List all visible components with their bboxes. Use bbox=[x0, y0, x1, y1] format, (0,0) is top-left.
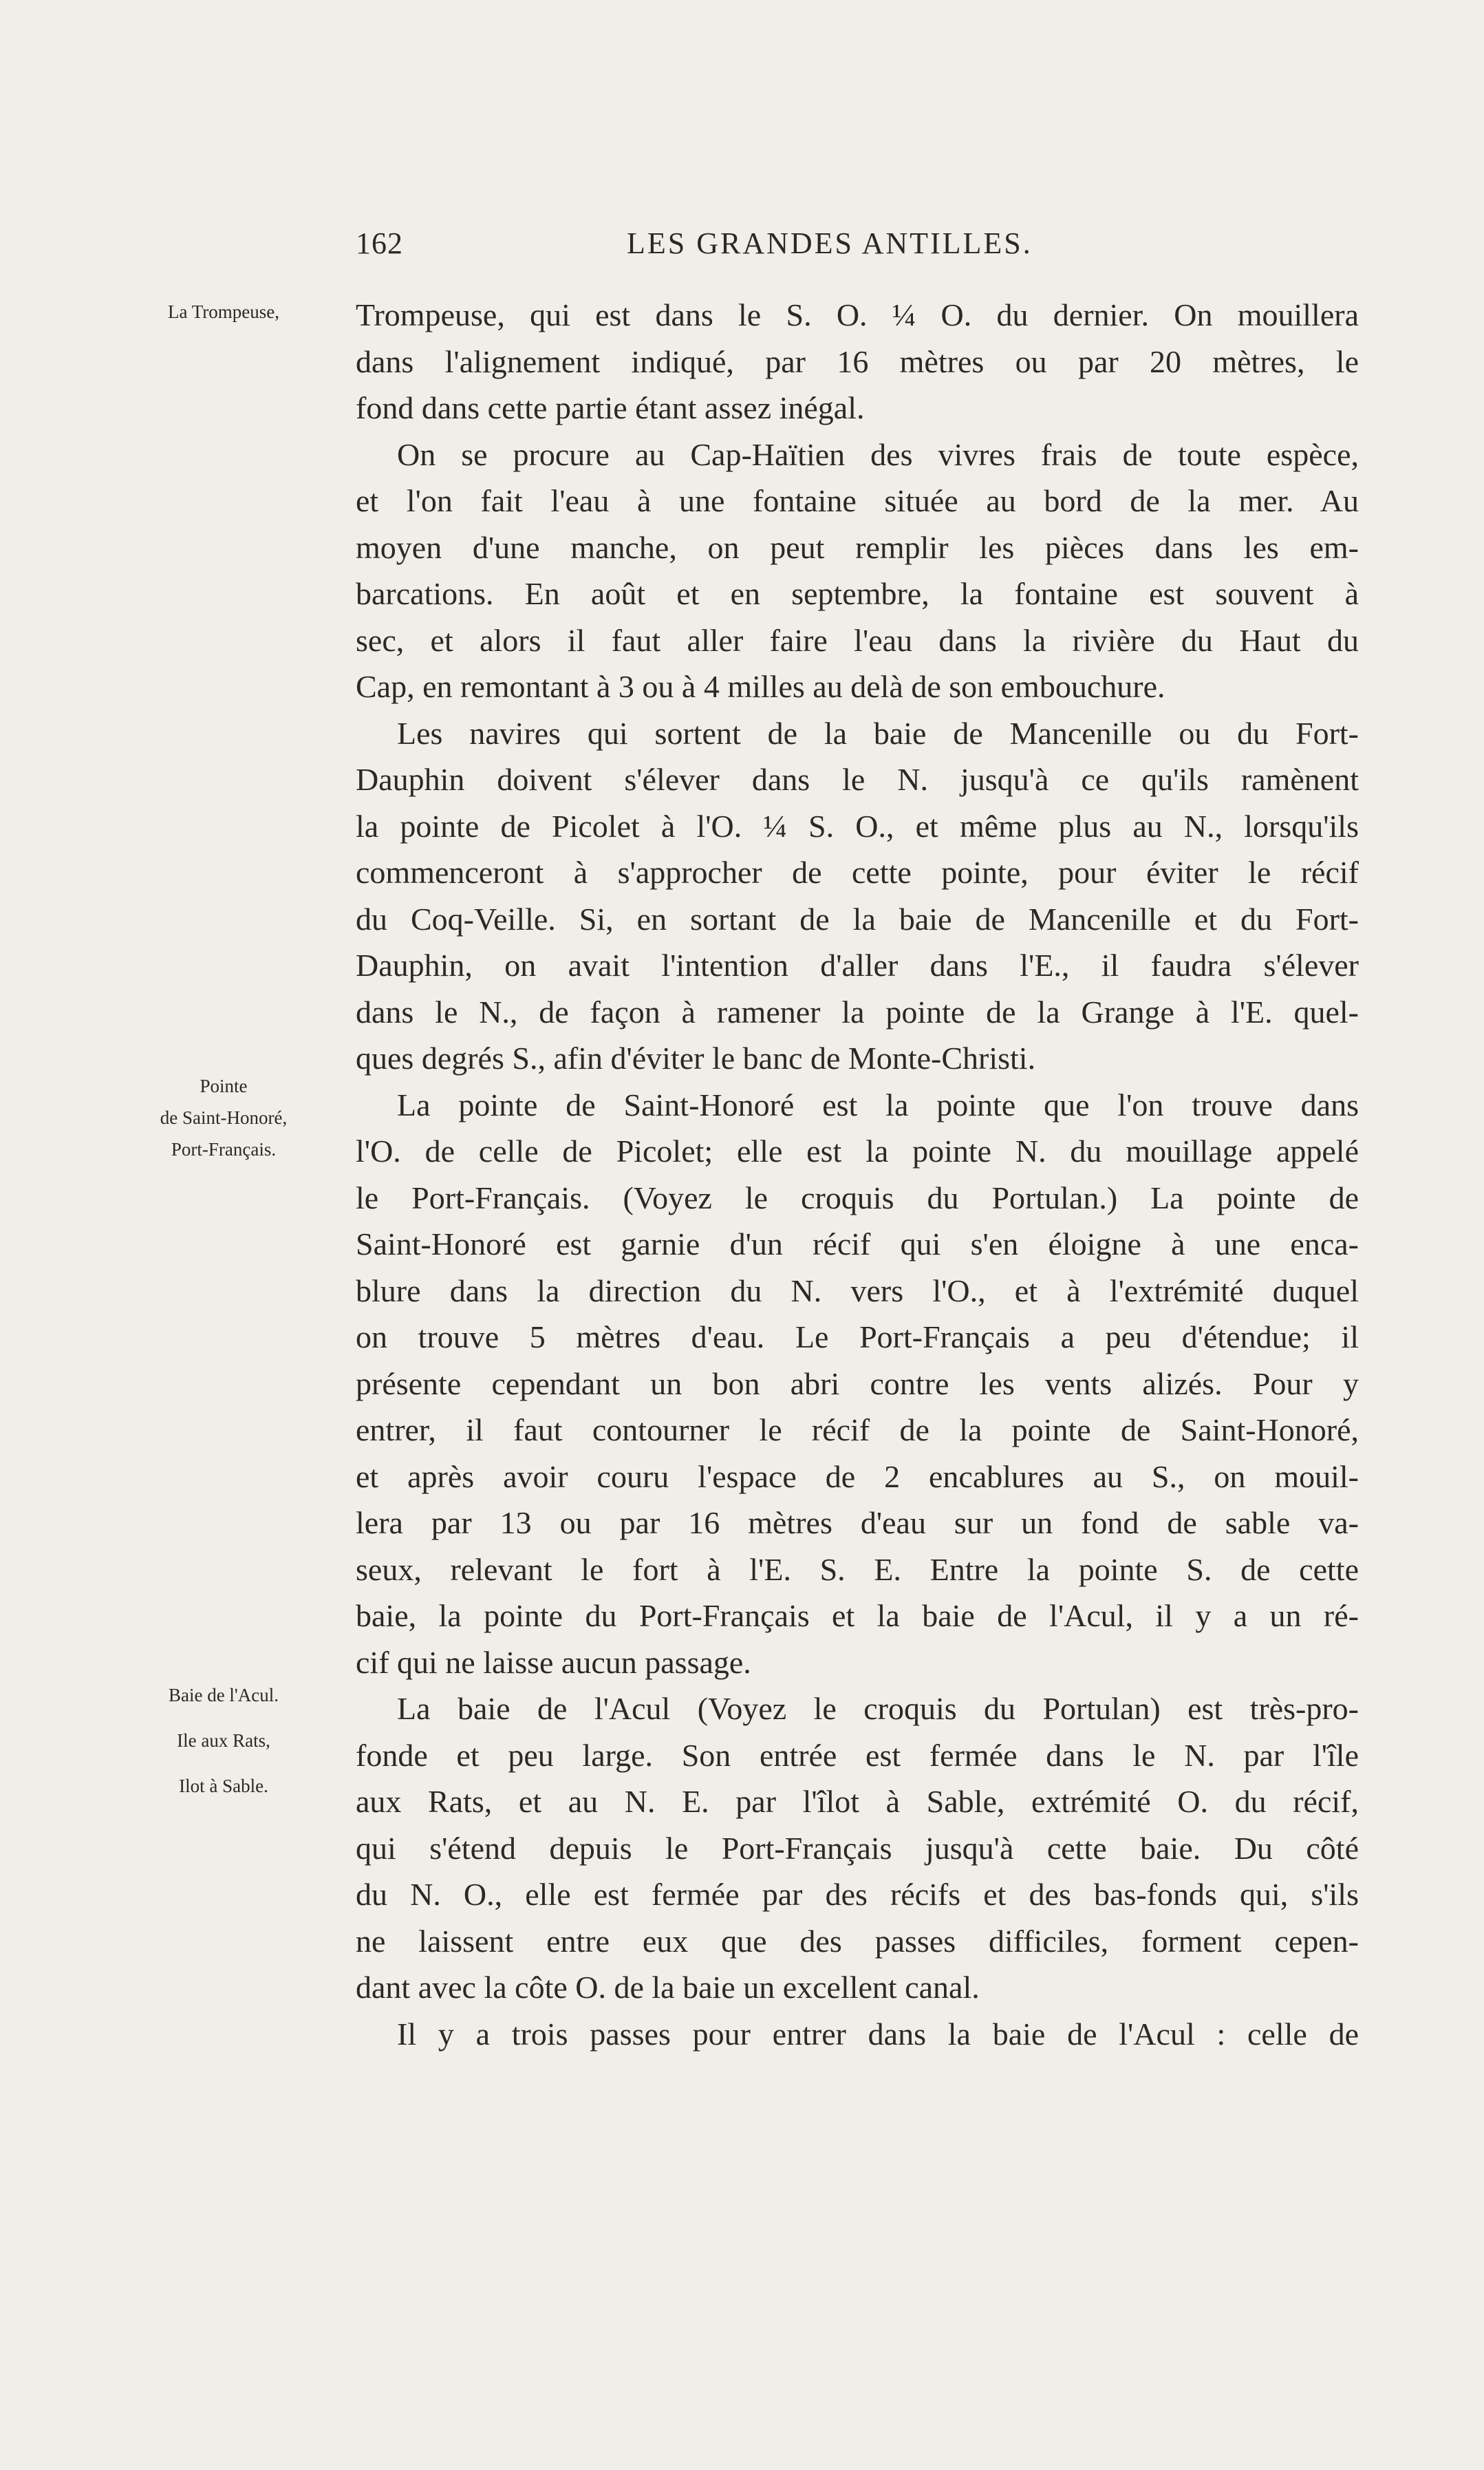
margin-note-baie-acul bbox=[124, 1672, 323, 1809]
text-line: et après avoir couru l'espace de 2 encablures au S., on mouil- bbox=[356, 1458, 1359, 1494]
text-line: La baie de l'Acul (Voyez le croquis du Portulan) est très-pro- bbox=[397, 1691, 1359, 1726]
text-line: Il y a trois passes pour entrer dans la baie de l'Acul : celle de bbox=[397, 2016, 1359, 2052]
margin-note-line: Ile aux Rats, bbox=[177, 1730, 270, 1751]
paragraph bbox=[356, 1685, 1359, 2011]
margin-note-line: La Trompeuse, bbox=[168, 301, 279, 322]
text-line: seux, relevant le fort à l'E. S. E. Entre la pointe S. de cette bbox=[356, 1551, 1359, 1587]
text-line: lera par 13 ou par 16 mètres d'eau sur un fond de sable va- bbox=[356, 1505, 1359, 1540]
text-line: moyen d'une manche, on peut remplir les pièces dans les em- bbox=[356, 529, 1359, 565]
paragraph bbox=[356, 710, 1359, 1082]
margin-note-saint-honore bbox=[124, 1070, 323, 1165]
text-line: On se procure au Cap-Haïtien des vivres frais de toute espèce, bbox=[397, 436, 1359, 472]
paragraph bbox=[356, 1082, 1359, 1686]
text-line: Cap, en remontant à 3 ou à 4 milles au delà de son embouchure. bbox=[356, 669, 1165, 704]
text-line: La pointe de Saint-Honoré est la pointe que l'on trouve dans bbox=[397, 1087, 1359, 1122]
text-line: fonde et peu large. Son entrée est fermée dans le N. par l'île bbox=[356, 1737, 1359, 1773]
margin-note-la-trompeuse bbox=[124, 303, 323, 321]
text-line: dans le N., de façon à ramener la pointe de la Grange à l'E. quel- bbox=[356, 994, 1359, 1030]
text-line: on trouve 5 mètres d'eau. Le Port-Français a peu d'étendue; il bbox=[356, 1319, 1359, 1354]
text-line: et l'on fait l'eau à une fontaine située au bord de la mer. Au bbox=[356, 483, 1359, 518]
text-line: sec, et alors il faut aller faire l'eau dans la rivière du Haut du bbox=[356, 622, 1359, 658]
paragraph bbox=[356, 432, 1359, 710]
text-line: entrer, il faut contourner le récif de la pointe de Saint-Honoré, bbox=[356, 1412, 1359, 1447]
margin-note-line: de Saint-Honoré, bbox=[160, 1107, 288, 1128]
paragraph bbox=[356, 2011, 1359, 2058]
text-line: aux Rats, et au N. E. par l'îlot à Sable, extrémité O. du récif, bbox=[356, 1784, 1359, 1819]
text-line: baie, la pointe du Port-Français et la baie de l'Acul, il y a un ré- bbox=[356, 1598, 1359, 1633]
text-line: dant avec la côte O. de la baie un excellent canal. bbox=[356, 1970, 980, 2005]
margin-note-line: Ilot à Sable. bbox=[179, 1776, 268, 1796]
text-line: Dauphin doivent s'élever dans le N. jusqu'à ce qu'ils ramènent bbox=[356, 762, 1359, 797]
margin-note-line: Pointe bbox=[200, 1076, 248, 1096]
text-line: Les navires qui sortent de la baie de Mancenille ou du Fort- bbox=[397, 715, 1359, 751]
text-line: Saint-Honoré est garnie d'un récif qui s'en éloigne à une enca- bbox=[356, 1226, 1359, 1261]
text-line: ne laissent entre eux que des passes difficiles, forment cepen- bbox=[356, 1923, 1359, 1959]
text-line: barcations. En août et en septembre, la fontaine est souvent à bbox=[356, 576, 1359, 611]
text-line: ques degrés S., afin d'éviter le banc de Monte-Christi. bbox=[356, 1041, 1036, 1076]
margin-note-line: Port-Français. bbox=[171, 1139, 277, 1160]
text-line: le Port-Français. (Voyez le croquis du Portulan.) La pointe de bbox=[356, 1180, 1359, 1215]
margin-note-line: Baie de l'Acul. bbox=[168, 1685, 279, 1705]
text-line: la pointe de Picolet à l'O. ¼ S. O., et même plus au N., lorsqu'ils bbox=[356, 808, 1359, 844]
text-line: du Coq-Veille. Si, en sortant de la baie de Mancenille et du Fort- bbox=[356, 901, 1359, 937]
text-line: Trompeuse, qui est dans le S. O. ¼ O. du dernier. On mouillera bbox=[356, 297, 1359, 332]
body-text bbox=[356, 292, 1359, 2057]
text-line: blure dans la direction du N. vers l'O., et à l'extrémité duquel bbox=[356, 1273, 1359, 1308]
text-line: cif qui ne laisse aucun passage. bbox=[356, 1644, 751, 1680]
text-line: présente cependant un bon abri contre les vents alizés. Pour y bbox=[356, 1365, 1359, 1401]
page-number: 162 bbox=[356, 226, 403, 260]
text-line: fond dans cette partie étant assez inégal. bbox=[356, 390, 865, 425]
text-line: dans l'alignement indiqué, par 16 mètres ou par 20 mètres, le bbox=[356, 343, 1359, 379]
text-line: Dauphin, on avait l'intention d'aller dans l'E., il faudra s'élever bbox=[356, 948, 1359, 983]
paragraph bbox=[356, 292, 1359, 432]
running-title: LES GRANDES ANTILLES. bbox=[627, 226, 1033, 260]
text-line: l'O. de celle de Picolet; elle est la pointe N. du mouillage appelé bbox=[356, 1133, 1359, 1169]
text-line: commenceront à s'approcher de cette pointe, pour éviter le récif bbox=[356, 855, 1359, 890]
text-line: qui s'étend depuis le Port-Français jusqu'à cette baie. Du côté bbox=[356, 1830, 1359, 1866]
text-line: du N. O., elle est fermée par des récifs et des bas-fonds qui, s'ils bbox=[356, 1877, 1359, 1912]
